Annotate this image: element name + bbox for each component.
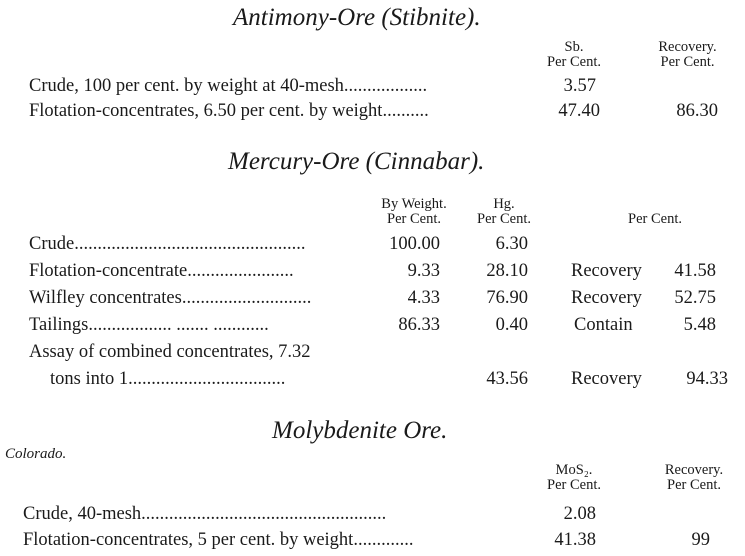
antimony-sb-header-line1: Sb. [564,39,584,55]
mercury-percent-header: Per Cent. [628,211,682,227]
mercury-row-weight: 9.33 [407,261,440,281]
mercury-assay-line1: Assay of combined concentrates, 7.32 [29,342,311,362]
mercury-row-note-value: 52.75 [674,288,716,308]
antimony-row-recovery: 86.30 [676,101,718,121]
antimony-recovery-header-line1: Recovery. [658,39,717,55]
molybdenite-recovery-header-line2: Per Cent. [667,477,721,493]
molybdenite-row-label: Crude, 40-mesh..................................................... [23,504,387,524]
mercury-hg-header-line1: Hg. [493,196,515,212]
antimony-row-label: Crude, 100 per cent. by weight at 40-mesh.................. [29,76,428,96]
molybdenite-recovery-header-line1: Recovery. [664,462,724,478]
mercury-title: Mercury-Ore (Cinnabar). [228,148,485,175]
molybdenite-row-label: Flotation-concentrates, 5 per cent. by weight............. [23,530,414,550]
mercury-weight-header [365,197,463,227]
mercury-row-hg: 76.90 [486,288,528,308]
antimony-recovery-header [640,40,735,70]
mercury-hg-header-line2: Per Cent. [477,211,531,227]
mercury-row-hg: 28.10 [486,261,528,281]
mercury-row-weight: 86.33 [398,315,440,335]
antimony-recovery-header-line2: Per Cent. [660,54,715,70]
molybdenite-recovery-header [648,463,740,493]
molybdenite-row-recovery: 99 [691,530,710,550]
mercury-row-note: Contain [574,315,633,335]
molybdenite-row-mos: 2.08 [563,504,596,524]
molybdenite-mos-header-line2: Per Cent. [547,477,601,493]
mercury-row-note: Recovery [571,288,642,308]
molybdenite-row-mos: 41.38 [554,530,596,550]
mercury-row-label: Wilfley concentrates............................ [29,288,312,308]
mercury-row-label: Flotation-concentrate....................... [29,261,294,281]
antimony-sb-header-line2: Per Cent. [547,54,601,70]
antimony-title: Antimony-Ore (Stibnite). [233,4,481,31]
antimony-row-sb: 3.57 [563,76,596,96]
molybdenite-mos-header-line1: MoS₂. [555,462,593,478]
antimony-sb-header [528,40,620,70]
mercury-row-hg: 0.40 [495,315,528,335]
mercury-row-hg: 6.30 [495,234,528,254]
mercury-assay-note-value: 94.33 [686,369,728,389]
mercury-row-label: Tailings.................. ....... ............ [29,315,269,335]
mercury-assay-note: Recovery [571,369,642,389]
mercury-assay-line2: tons into 1.................................. [50,369,286,389]
antimony-row-label: Flotation-concentrates, 6.50 per cent. by weight.......... [29,101,429,121]
mercury-weight-header-line2: Per Cent. [387,211,441,227]
mercury-row-note: Recovery [571,261,642,281]
mercury-hg-header [460,197,548,227]
mercury-row-weight: 4.33 [407,288,440,308]
mercury-row-label: Crude.................................................. [29,234,306,254]
antimony-row-sb: 47.40 [558,101,600,121]
mercury-row-weight: 100.00 [389,234,440,254]
molybdenite-mos-header [528,463,620,493]
mercury-weight-header-line1: By Weight. [381,196,447,212]
mercury-row-note-value: 41.58 [674,261,716,281]
molybdenite-title: Molybdenite Ore. [272,417,448,444]
mercury-assay-hg: 43.56 [486,369,528,389]
mercury-row-note-value: 5.48 [683,315,716,335]
molybdenite-location: Colorado. [5,446,67,462]
